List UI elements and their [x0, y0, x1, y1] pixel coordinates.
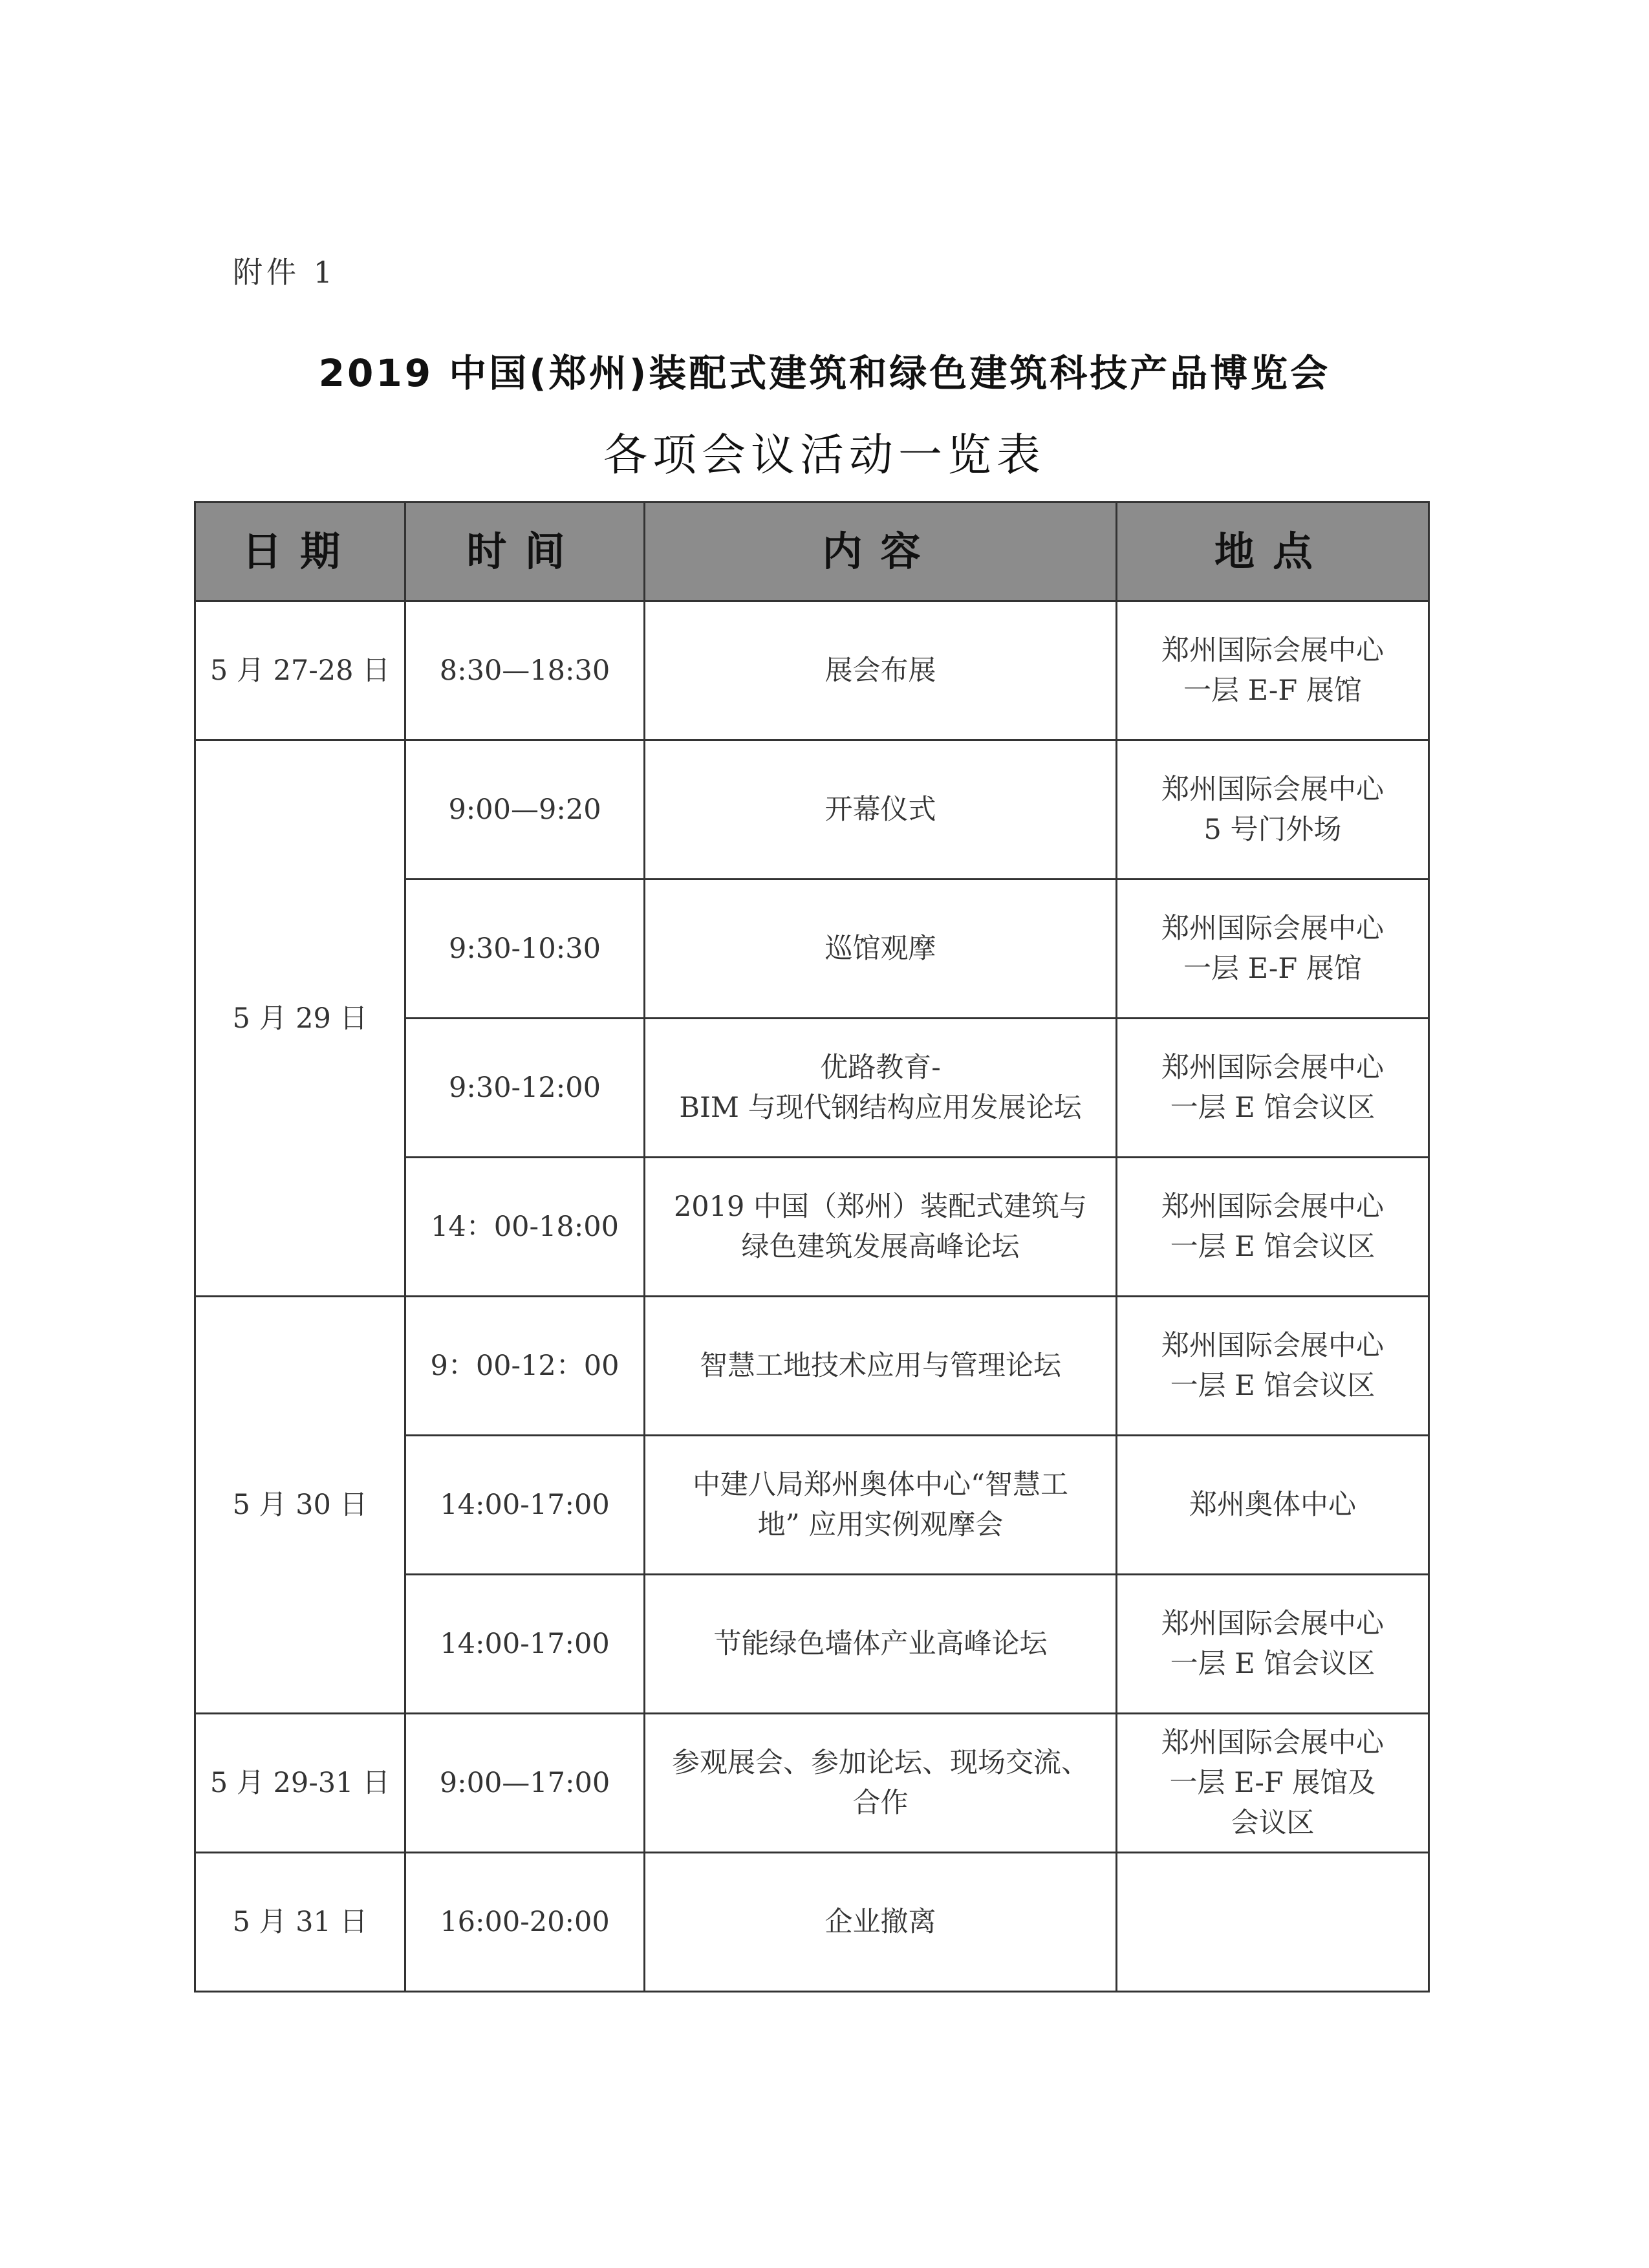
table-row	[195, 1714, 1429, 1853]
venue-cell	[1117, 880, 1429, 1019]
venue-line: 郑州国际会展中心	[1161, 634, 1384, 667]
time-cell: 9:00—17:00	[405, 1714, 645, 1853]
content-line: 地” 应用实例观摩会	[757, 1509, 1004, 1541]
table-row	[195, 1853, 1429, 1992]
header-date: 日期	[195, 502, 405, 601]
venue-line: 一层 E-F 展馆	[1183, 953, 1362, 985]
attachment-label: 附件 1	[233, 255, 336, 290]
table-row	[195, 1297, 1429, 1436]
content-line: 合作	[852, 1787, 909, 1819]
venue-cell	[1117, 1714, 1429, 1853]
venue-line: 一层 E-F 展馆及	[1169, 1767, 1376, 1799]
time-cell: 8:30—18:30	[405, 601, 645, 740]
schedule-table	[194, 501, 1430, 1993]
content-line: 展会布展	[824, 654, 936, 687]
venue-line: 郑州国际会展中心	[1161, 1608, 1384, 1640]
document-subtitle: 各项会议活动一览表	[603, 430, 1046, 481]
time-cell: 9：00-12：00	[405, 1297, 645, 1436]
time-cell: 9:00—9:20	[405, 740, 645, 880]
time-cell: 14：00-18:00	[405, 1158, 645, 1297]
table-header-row	[195, 502, 1429, 601]
content-line: 企业撤离	[824, 1906, 936, 1938]
venue-line: 一层 E 馆会议区	[1170, 1370, 1375, 1402]
date-cell: 5 月 29 日	[195, 740, 405, 1297]
venue-line: 郑州国际会展中心	[1161, 1191, 1384, 1223]
content-cell	[645, 1853, 1117, 1992]
content-cell	[645, 740, 1117, 880]
content-line: 参观展会、参加论坛、现场交流、	[672, 1747, 1089, 1779]
venue-cell	[1117, 601, 1429, 740]
venue-line: 一层 E 馆会议区	[1170, 1231, 1375, 1263]
date-cell: 5 月 29-31 日	[195, 1714, 405, 1853]
venue-cell	[1117, 740, 1429, 880]
content-cell	[645, 1019, 1117, 1158]
content-line: 巡馆观摩	[824, 933, 936, 965]
time-cell: 9:30-10:30	[405, 880, 645, 1019]
venue-cell	[1117, 1853, 1429, 1992]
content-line: 智慧工地技术应用与管理论坛	[700, 1350, 1061, 1382]
venue-line: 郑州奥体中心	[1189, 1489, 1356, 1521]
table-row	[195, 601, 1429, 740]
date-cell: 5 月 27-28 日	[195, 601, 405, 740]
content-line: 优路教育-	[820, 1052, 941, 1084]
venue-line: 5 号门外场	[1203, 814, 1342, 846]
content-cell	[645, 1297, 1117, 1436]
date-cell: 5 月 31 日	[195, 1853, 405, 1992]
venue-cell	[1117, 1158, 1429, 1297]
venue-line: 郑州国际会展中心	[1161, 1052, 1384, 1084]
time-cell: 14:00-17:00	[405, 1575, 645, 1714]
content-cell	[645, 601, 1117, 740]
content-line: BIM 与现代钢结构应用发展论坛	[679, 1092, 1082, 1124]
venue-line: 一层 E 馆会议区	[1170, 1648, 1375, 1680]
date-cell: 5 月 30 日	[195, 1297, 405, 1714]
venue-cell	[1117, 1297, 1429, 1436]
venue-cell	[1117, 1436, 1429, 1575]
content-cell	[645, 1714, 1117, 1853]
venue-line: 郑州国际会展中心	[1161, 913, 1384, 945]
content-cell	[645, 880, 1117, 1019]
content-cell	[645, 1436, 1117, 1575]
header-time: 时间	[405, 502, 645, 601]
table-row	[195, 740, 1429, 880]
time-cell: 14:00-17:00	[405, 1436, 645, 1575]
venue-cell	[1117, 1575, 1429, 1714]
content-line: 2019 中国（郑州）装配式建筑与	[673, 1191, 1088, 1223]
venue-line: 一层 E-F 展馆	[1183, 675, 1362, 707]
header-venue: 地点	[1117, 502, 1429, 601]
time-cell: 16:00-20:00	[405, 1853, 645, 1992]
content-line: 绿色建筑发展高峰论坛	[741, 1231, 1020, 1263]
venue-line: 郑州国际会展中心	[1161, 1727, 1384, 1759]
venue-line: 郑州国际会展中心	[1161, 773, 1384, 806]
venue-line: 一层 E 馆会议区	[1170, 1092, 1375, 1124]
venue-line: 会议区	[1231, 1807, 1315, 1839]
venue-line: 郑州国际会展中心	[1161, 1330, 1384, 1362]
venue-cell	[1117, 1019, 1429, 1158]
document-title: 2019 中国(郑州)装配式建筑和绿色建筑科技产品博览会	[318, 351, 1331, 395]
content-cell	[645, 1575, 1117, 1714]
time-cell: 9:30-12:00	[405, 1019, 645, 1158]
header-content: 内容	[645, 502, 1117, 601]
content-line: 中建八局郑州奥体中心“智慧工	[693, 1469, 1068, 1501]
content-line: 开幕仪式	[824, 794, 936, 826]
content-line: 节能绿色墙体产业高峰论坛	[713, 1628, 1048, 1660]
content-cell	[645, 1158, 1117, 1297]
